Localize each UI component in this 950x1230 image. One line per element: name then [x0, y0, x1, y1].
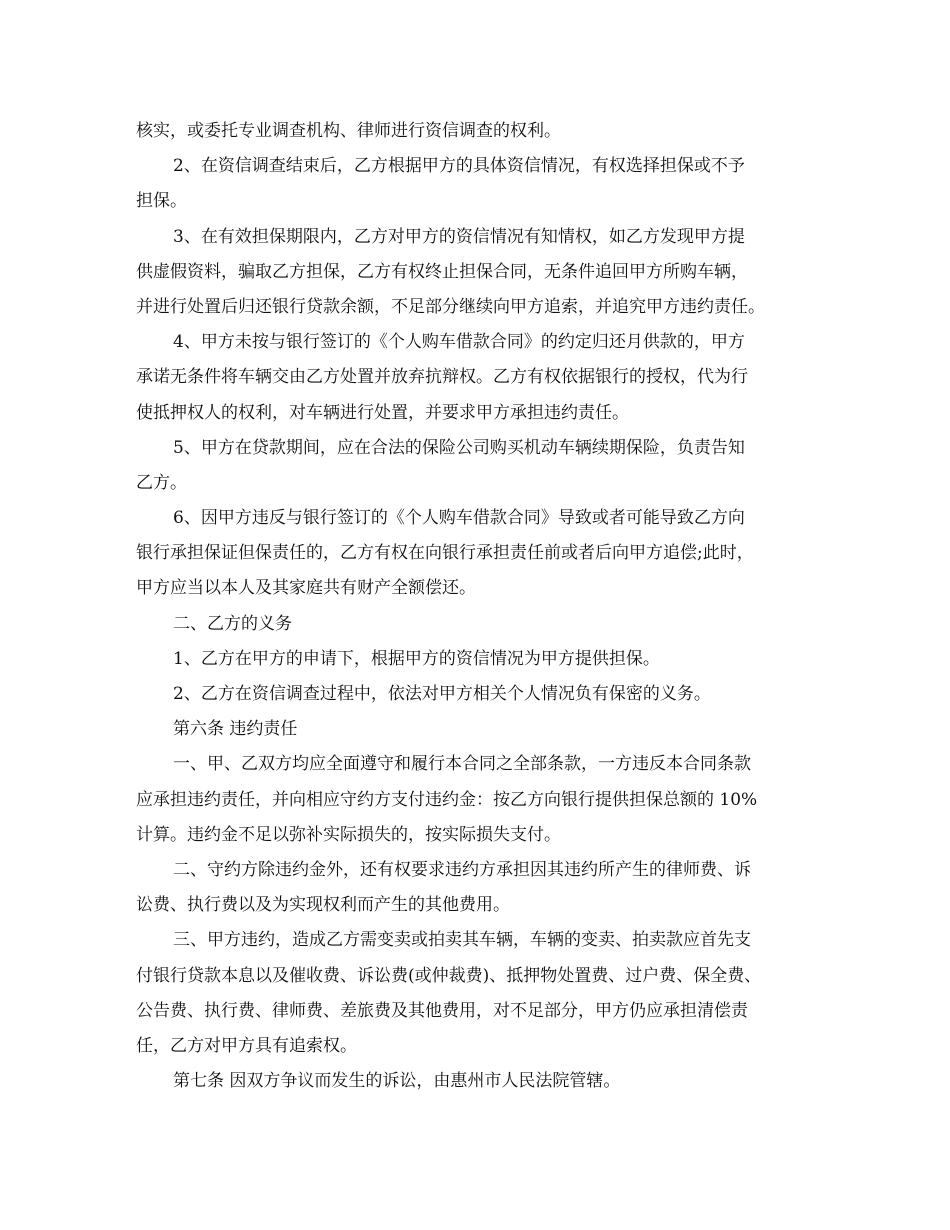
text-line: 公告费、执行费、律师费、差旅费及其他费用，对不足部分，甲方仍应承担清偿责: [136, 1000, 748, 1021]
text-line: 使抵押权人的权利，对车辆进行处置，并要求甲方承担违约责任。: [136, 402, 629, 423]
text-line: 讼费、执行费以及为实现权利而产生的其他费用。: [136, 895, 510, 916]
text-line: 5、甲方在贷款期间，应在合法的保险公司购买机动车辆续期保险，负责告知: [173, 437, 745, 458]
text-line: 3、在有效担保期限内，乙方对甲方的资信情况有知情权，如乙方发现甲方提: [173, 226, 745, 247]
text-line: 4、甲方未按与银行签订的《个人购车借款合同》的约定归还月供款的，甲方: [173, 332, 745, 353]
text-line: 三、甲方违约，造成乙方需变卖或拍卖其车辆，车辆的变卖、拍卖款应首先支: [173, 930, 751, 951]
text-line: 乙方。: [136, 472, 187, 493]
text-line: 应承担违约责任，并向相应守约方支付违约金：按乙方向银行提供担保总额的 10%: [136, 789, 758, 810]
text-line: 2、在资信调查结束后，乙方根据甲方的具体资信情况，有权选择担保或不予: [173, 156, 745, 177]
text-line: 并进行处置后归还银行贷款余额，不足部分继续向甲方追索，并追究甲方违约责任。: [136, 296, 765, 317]
text-line: 二、守约方除违约金外，还有权要求违约方承担因其违约所产生的律师费、诉: [173, 859, 751, 880]
text-line: 1、乙方在甲方的申请下，根据甲方的资信情况为甲方提供担保。: [173, 648, 660, 669]
contract-text-body: [136, 114, 816, 1099]
text-line: 一、甲、乙双方均应全面遵守和履行本合同之全部条款，一方违反本合同条款: [173, 754, 751, 775]
text-line: 供虚假资料，骗取乙方担保，乙方有权终止担保合同，无条件追回甲方所购车辆，: [136, 261, 748, 282]
text-line: 6、因甲方违反与银行签订的《个人购车借款合同》导致或者可能导致乙方向: [173, 508, 745, 529]
text-line: 银行承担保证但保责任的，乙方有权在向银行承担责任前或者后向甲方追偿;此时，: [136, 543, 754, 564]
text-line: 承诺无条件将车辆交由乙方处置并放弃抗辩权。乙方有权依据银行的授权，代为行: [136, 367, 748, 388]
text-line: 甲方应当以本人及其家庭共有财产全额偿还。: [136, 578, 476, 599]
article-heading: 第六条 违约责任: [173, 719, 298, 740]
text-line: 计算。违约金不足以弥补实际损失的，按实际损失支付。: [136, 824, 561, 845]
text-line: 任，乙方对甲方具有追索权。: [136, 1035, 357, 1056]
section-heading: 二、乙方的义务: [173, 613, 292, 634]
article-heading: 第七条 因双方争议而发生的诉讼，由惠州市人民法院管辖。: [173, 1071, 621, 1092]
text-line: 付银行贷款本息以及催收费、诉讼费(或仲裁费)、抵押物处置费、过户费、保全费、: [136, 965, 762, 986]
text-line: 核实，或委托专业调查机构、律师进行资信调查的权利。: [136, 121, 561, 141]
text-line: 担保。: [136, 191, 187, 212]
text-line: 2、乙方在资信调查过程中，依法对甲方相关个人情况负有保密的义务。: [173, 684, 711, 704]
